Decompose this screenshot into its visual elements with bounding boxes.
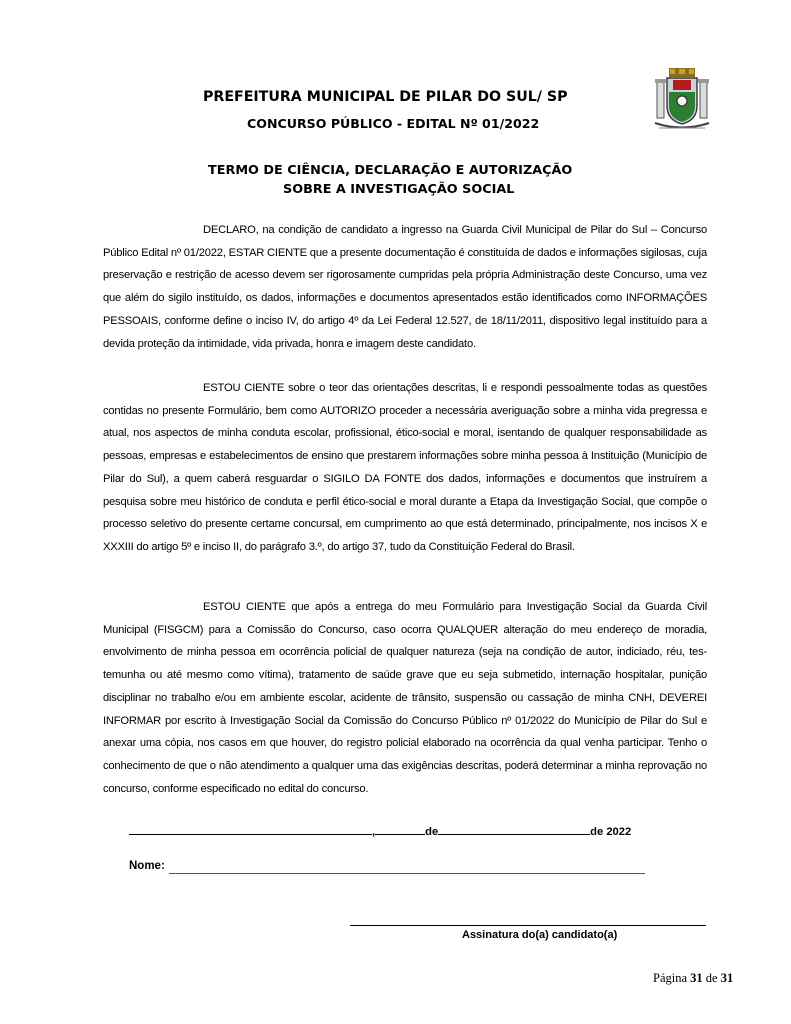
date-year-label: de 2022 [590, 826, 632, 838]
page-number [653, 971, 733, 986]
signature-label: Assinatura do(a) candidato(a) [462, 929, 618, 941]
place-blank[interactable] [129, 822, 372, 835]
paragraph-estou-ciente-teor [103, 377, 707, 559]
paragraph-estou-ciente-teor-text: ESTOU CIENTE sobre o teor das orientações descritas, li e respondi pessoalmente todas as questões contidas no presente Formulário, bem como AUTORIZO proceder a necessária averiguação sobre a minha vida pregressa e atual, nos aspectos de minha conduta escolar, profissional, ético-social e moral, isentando de qualquer responsabilidade as pessoas, empresas e estabelecimentos de ensino que prestarem informações sobre minha pessoa à Instituição (Município de Pilar do Sul), a quem caberá resguardar o SIGILO DA FONTE dos dados, informações e documentos que instruírem a pesquisa sobre meu histórico de conduta e perfil ético-social e moral durante a Etapa da Investigação Social, que compõe o processo seletivo do presente certame concursal, em cumprimento ao que está determinado, principalmente, nos incisos X e XXXIII do artigo 5º e inciso II, do parágrafo 3.º, do artigo 37, tudo da Constituição Federal do Brasil. [103, 382, 707, 553]
date-place-line [129, 822, 631, 838]
current-page: 31 [690, 971, 703, 985]
paragraph-estou-ciente-alteracao-text: ESTOU CIENTE que após a entrega do meu Formulário para Investigação Social da Guarda Civil Municipal (FISGCM) para a Comissão do Concurso, caso ocorra QUALQUER alteração do meu endereço de moradia, envolvimento de minha pessoa em ocorrência policial de qualquer natureza (seja na condição de autor, indiciado, réu, tes-temunha ou até mesmo como vítima), tratamento de saúde grave que eu seja submetido, internação hospitalar, punição disciplinar no trabalho e/ou em ambiente escolar, acidente de trânsito, suspensão ou cassação de minha CNH, DEVEREI INFORMAR por escrito à Investigação Social da Comissão do Concurso Público nº 01/2022 do Município de Pilar do Sul e anexar uma cópia, nos casos em que houver, do registro policial elaborado na ocorrência da qual venha participar. Tenho o conhecimento de que o não atendimento a qualquer uma das exigências descritas, poderá determinar a minha reprovação no concurso, conforme especificado no edital do concurso. [103, 601, 707, 795]
paragraph-declaro [103, 219, 707, 355]
name-label: Nome: [129, 860, 165, 872]
document-title-line2: SOBRE A INVESTIGAÇÃO SOCIAL [283, 182, 515, 197]
page-word: Página [653, 971, 688, 985]
paragraph-estou-ciente-alteracao [103, 596, 707, 800]
document-title-line1: TERMO DE CIÊNCIA, DECLARAÇÃO E AUTORIZAÇÃO [208, 163, 573, 178]
header-municipality: PREFEITURA MUNICIPAL DE PILAR DO SUL/ SP [203, 89, 568, 105]
name-field[interactable] [169, 873, 645, 874]
date-comma: , [372, 826, 376, 838]
municipal-coat-of-arms-icon [651, 66, 713, 132]
day-blank[interactable] [375, 822, 425, 835]
signature-field[interactable] [350, 925, 706, 926]
paragraph-declaro-text: DECLARO, na condição de candidato a ingresso na Guarda Civil Municipal de Pilar do Sul – Concurso Público Edital nº 01/2022, ESTAR CIENTE que a presente documentação é constituída de dados e informações sigilosas, cuja preservação e restrição de acesso devem ser rigorosamente cumpridas pela própria Administração deste Concurso, uma vez que além do sigilo instituído, os dados, informações e documentos apresentados estão identificados como INFORMAÇÕES PESSOAIS, conforme define o inciso IV, do artigo 4º da Lei Federal 12.527, de 18/11/2011, dispositivo legal instituído para a devida proteção da intimidade, vida privada, honra e imagem deste candidato. [103, 224, 707, 350]
date-de-label: de [425, 826, 439, 838]
total-pages: 31 [720, 971, 734, 985]
of-word: de [705, 971, 718, 985]
header-contest: CONCURSO PÚBLICO - EDITAL Nº 01/2022 [247, 116, 540, 131]
month-blank[interactable] [438, 822, 590, 835]
